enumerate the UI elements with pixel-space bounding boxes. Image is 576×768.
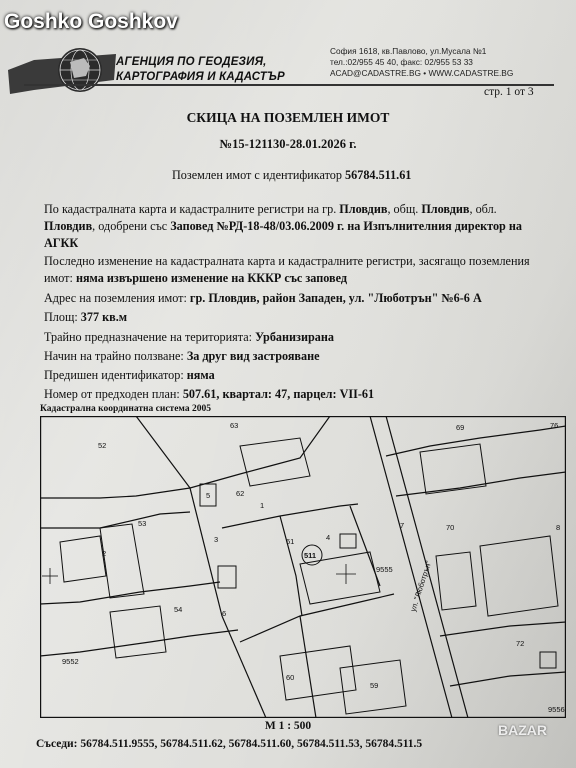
building-label-4: 4 xyxy=(326,533,331,542)
building-label-6: 6 xyxy=(222,609,227,618)
boundary-60 xyxy=(300,616,316,718)
basis-line1 xyxy=(44,202,497,217)
boundary-69 xyxy=(386,426,566,456)
building-small-2 xyxy=(218,566,236,588)
purpose-value: Урбанизирана xyxy=(255,330,334,344)
building-label-3: 3 xyxy=(214,535,219,544)
boundary-9556 xyxy=(450,672,566,686)
coord-system: Кадастрална координатна система 2005 xyxy=(40,404,211,414)
boundary-62-61 xyxy=(222,504,358,528)
building-label-7: 7 xyxy=(400,521,405,530)
last-change-prefix: имот: xyxy=(44,271,73,285)
address-label: Адрес на поземления имот: xyxy=(44,291,187,305)
parcel-label-53: 53 xyxy=(138,519,147,528)
basis-mid2: , одобрени със xyxy=(92,219,168,233)
area-row xyxy=(44,310,127,325)
area-label: Площ: xyxy=(44,310,78,324)
neighbors-label: Съседи: xyxy=(36,738,78,750)
address-row xyxy=(44,291,482,306)
boundary-72 xyxy=(440,622,566,636)
header-divider xyxy=(24,84,554,86)
basis-line2 xyxy=(44,219,522,234)
map-frame xyxy=(41,417,566,718)
page-number: стр. 1 от 3 xyxy=(484,86,534,98)
parcel-label-54: 54 xyxy=(174,605,183,614)
neighbors-value: 56784.511.9555, 56784.511.62, 56784.511.60, 56784.511.53, 56784.511.5 xyxy=(80,738,423,750)
cross-mark-west xyxy=(42,568,58,584)
purpose-label: Трайно предназначение на територията: xyxy=(44,330,253,344)
basis-end: , обл. xyxy=(469,202,497,216)
boundary-53 xyxy=(40,512,190,528)
boundary-61-60 xyxy=(240,594,394,642)
agency-name-line2: КАРТОГРАФИЯ И КАДАСТЪР xyxy=(116,71,285,83)
parcel-label-9552: 9552 xyxy=(62,657,79,666)
parcel-label-61: 61 xyxy=(286,537,295,546)
building-small-3 xyxy=(340,534,356,548)
basis-city: Пловдив xyxy=(339,202,388,216)
boundary-70 xyxy=(396,472,566,496)
parcel-label-76: 76 xyxy=(550,421,559,430)
purpose-row xyxy=(44,330,334,345)
prev-plan-value: 507.61, квартал: 47, парцел: VII-61 xyxy=(182,387,375,401)
boundary-a xyxy=(136,416,190,488)
seller-watermark: Goshko Goshkov xyxy=(4,10,178,33)
building-53 xyxy=(100,524,144,598)
neighbors-row xyxy=(36,738,422,750)
last-change-line2 xyxy=(44,271,347,286)
basis-order: Заповед №РД-18-48/03.06.2009 г. на Изпълнителния директор на xyxy=(170,219,522,233)
prev-plan-label: Номер от предходен план: xyxy=(44,387,180,401)
basis-municipality: Пловдив xyxy=(421,202,470,216)
boundary-54 xyxy=(40,582,220,604)
parcel-label-52: 52 xyxy=(98,441,107,450)
building-54 xyxy=(110,606,166,658)
document-title: СКИЦА НА ПОЗЕМЛЕН ИМОТ xyxy=(186,110,390,125)
parcel-label-59: 59 xyxy=(370,681,379,690)
prev-plan-row xyxy=(44,387,374,402)
building-label-2: 2 xyxy=(102,549,107,558)
parcel-label-9556: 9556 xyxy=(548,705,565,714)
building-70 xyxy=(480,536,558,616)
parcel-label-60: 60 xyxy=(286,673,295,682)
prev-id-row xyxy=(44,368,215,383)
parcel-label-69: 69 xyxy=(456,423,465,432)
basis-mid: , общ. xyxy=(387,202,419,216)
area-value: 377 кв.м xyxy=(80,310,128,324)
basis-region: Пловдив xyxy=(44,219,93,233)
cross-mark-center xyxy=(336,564,356,584)
building-69 xyxy=(420,444,486,494)
building-label-1: 1 xyxy=(260,501,265,510)
usage-value: За друг вид застрояване xyxy=(186,349,320,363)
agency-address: София 1618, кв.Павлово, ул.Мусала №1 xyxy=(330,46,487,56)
boundary-61-west xyxy=(280,516,302,616)
boundary-b xyxy=(190,488,222,616)
document-number: №15-121130-28.01.2026 г. xyxy=(219,137,357,151)
map-scale: М 1 : 500 xyxy=(264,720,312,732)
street-label: ул. "Люботрън" xyxy=(408,559,434,613)
last-change-line1: Последно изменение на кадастралната карта и кадастралните регистри, засягащо поземления xyxy=(44,254,530,268)
building-70b xyxy=(436,552,476,610)
last-change-value: няма извършено изменение на КККР със заповед xyxy=(75,271,348,285)
parcel-label-62: 62 xyxy=(236,489,245,498)
property-id-row xyxy=(172,168,411,183)
address-value: гр. Пловдив, район Западен, ул. "Люботрън" №6-6 А xyxy=(189,291,482,305)
cadastral-map xyxy=(40,416,566,718)
usage-label: Начин на трайно ползване: xyxy=(44,349,184,363)
prev-id-value: няма xyxy=(186,368,215,382)
parcel-label-63: 63 xyxy=(230,421,239,430)
parcel-label-9555: 9555 xyxy=(376,565,393,574)
parcel-label-511: 511 xyxy=(304,551,317,560)
building-label-8: 8 xyxy=(556,523,561,532)
basis-prefix: По кадастралната карта и кадастралните регистри на гр. xyxy=(44,202,337,216)
building-small-4 xyxy=(540,652,556,668)
agency-logo-icon xyxy=(4,40,116,96)
parcel-label-72: 72 xyxy=(516,639,525,648)
building-label-5: 5 xyxy=(206,491,211,500)
agency-email: ACAD@CADASTRE.BG • WWW.CADASTRE.BG xyxy=(330,68,514,78)
boundary-9552 xyxy=(40,630,238,656)
property-id-value: 56784.511.61 xyxy=(345,168,412,182)
property-id-label: Поземлен имот с идентификатор xyxy=(172,168,342,182)
basis-line3: АГКК xyxy=(44,236,79,250)
prev-id-label: Предишен идентификатор: xyxy=(44,368,184,382)
agency-name-line1: АГЕНЦИЯ ПО ГЕОДЕЗИЯ, xyxy=(116,56,267,68)
building-53b xyxy=(60,536,106,582)
site-watermark: BAZAR xyxy=(498,722,547,738)
parcel-label-70: 70 xyxy=(446,523,455,532)
usage-row xyxy=(44,349,320,364)
agency-phone: тел.:02/955 45 40, факс: 02/955 53 33 xyxy=(330,57,473,67)
boundary-north xyxy=(40,416,330,498)
building-62 xyxy=(240,438,310,486)
